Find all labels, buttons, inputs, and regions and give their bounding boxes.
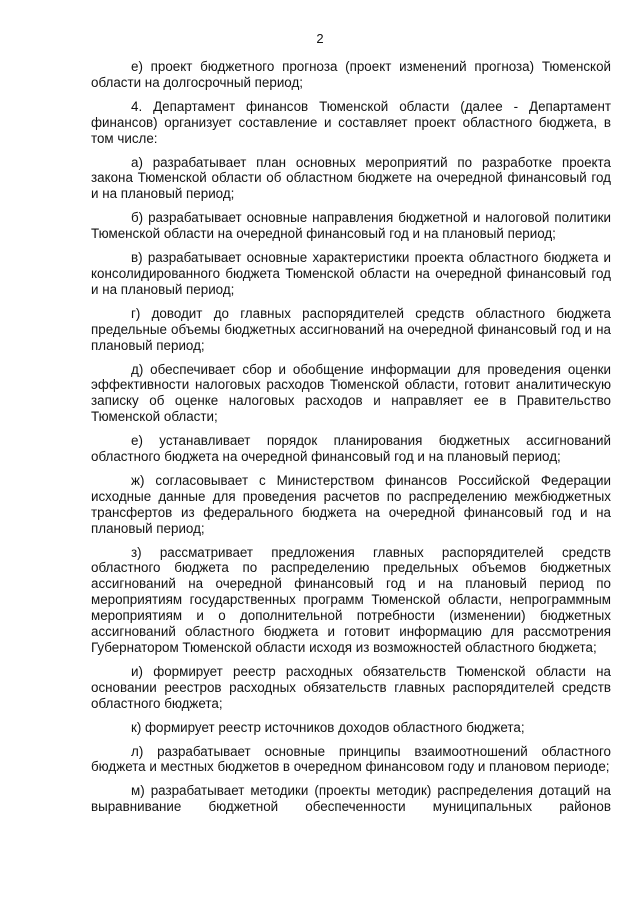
paragraph-z-allocation-proposals: з) рассматривает предложения главных распорядителей средств областного бюджета по распределению предельных объемов бюджетных ассигнований на очередной финансовый год и на плановый период по мероприятиям государственных программ Тюменской области, непрограммным мероприятиям и о дополнительной потребности (изменении) бюджетных ассигнований областного бюджета и готовит информацию для рассмотрения Губернатором Тюменской области исходя из возможностей областного бюджета; [91,544,611,655]
paragraph-e-planning-procedure: е) устанавливает порядок планирования бюджетных ассигнований областного бюджета на очередной финансовый год и на плановый период; [91,433,611,465]
paragraph-i-obligations-register: и) формирует реестр расходных обязательств Тюменской области на основании реестров расходных обязательств главных распорядителей средств областного бюджета; [91,663,611,711]
paragraph-m-subsidy-methods: м) разрабатывает методики (проекты методик) распределения дотаций на выравнивание бюджетной обеспеченности муниципальных районов [91,783,611,815]
paragraph-4-finance-department: 4. Департамент финансов Тюменской области (далее - Департамент финансов) организует составление и составляет проект областного бюджета, в том числе: [91,98,611,146]
paragraph-d-tax-expenditure-assessment: д) обеспечивает сбор и обобщение информации для проведения оценки эффективности налоговых расходов Тюменской области, готовит аналитическую записку об оценке налоговых расходов и направляет ее в Правительство Тюменской области; [91,361,611,425]
document-body [91,59,611,823]
paragraph-e-budget-forecast: е) проект бюджетного прогноза (проект изменений прогноза) Тюменской области на долгосрочный период; [91,59,611,90]
paragraph-v-budget-characteristics: в) разрабатывает основные характеристики проекта областного бюджета и консолидированного бюджета Тюменской области на очередной финансовый год и на плановый период; [91,250,611,297]
paragraph-a-main-activities-plan: а) разрабатывает план основных мероприятий по разработке проекта закона Тюменской области об областном бюджете на очередной финансовый год и на плановый период; [91,154,611,202]
paragraph-zh-ministry-coordination: ж) согласовывает с Министерством финансов Российской Федерации исходные данные для проведения расчетов по распределению межбюджетных трансфертов из федерального бюджета на очередной финансовый год и на плановый период; [91,472,611,536]
paragraph-g-allocation-limits: г) доводит до главных распорядителей средств областного бюджета предельные объемы бюджетных ассигнований на очередной финансовый год и на плановый период; [91,305,611,353]
paragraph-b-policy-directions: б) разрабатывает основные направления бюджетной и налоговой политики Тюменской области на очередной финансовый год и на плановый период; [91,210,611,242]
page-number: 2 [316,31,324,46]
paragraph-l-interbudget-principles: л) разрабатывает основные принципы взаимоотношений областного бюджета и местных бюджетов в очередном финансовом году и плановом периоде; [91,743,611,775]
paragraph-k-revenue-sources-register: к) формирует реестр источников доходов областного бюджета; [131,719,525,735]
